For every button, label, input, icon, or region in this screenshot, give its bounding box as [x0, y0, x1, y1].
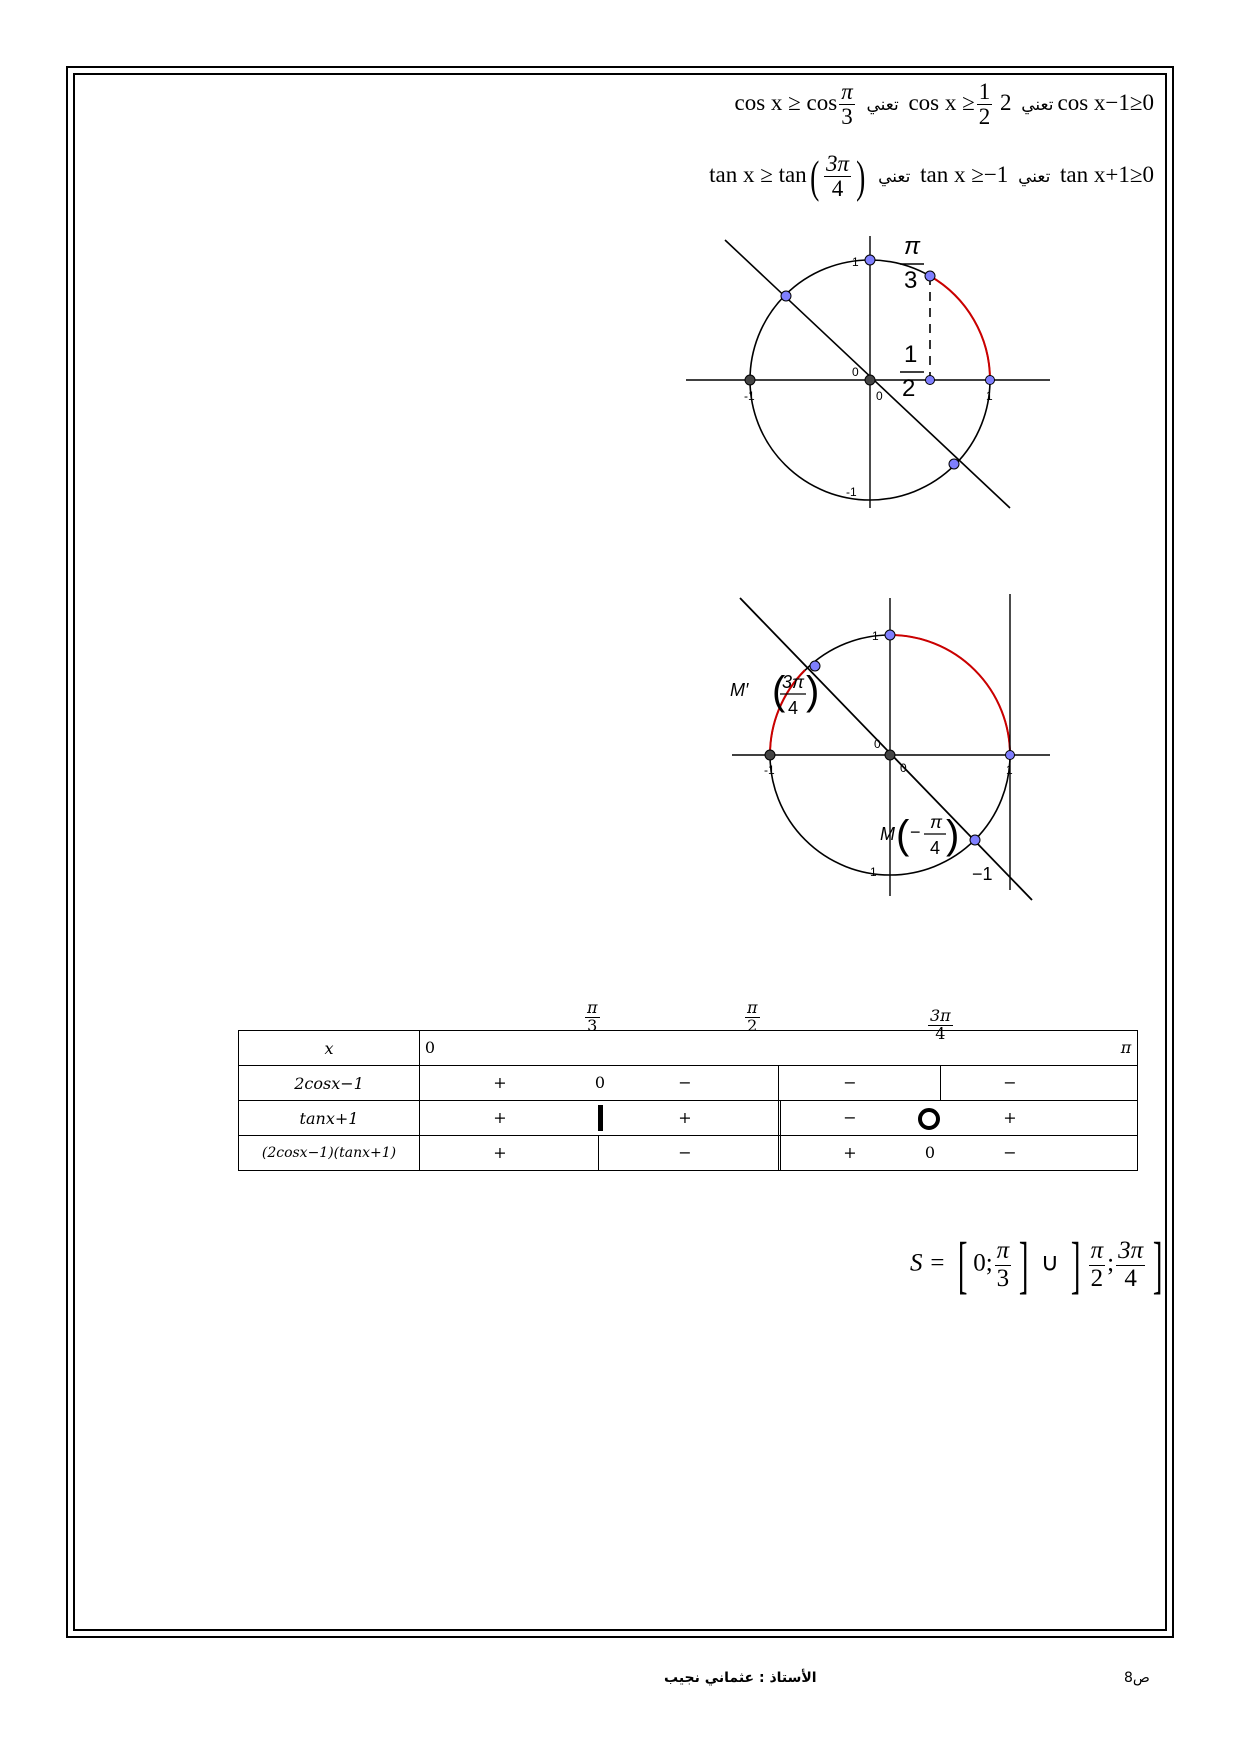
sign-cell: −: [843, 1073, 857, 1092]
header-x-cell: [239, 1031, 420, 1066]
circle1-point-top: [865, 255, 875, 265]
row-label-cos: 2cosx−1: [239, 1066, 420, 1101]
header-pi-over-2: $\frac{\pi}{2}$: [747, 998, 758, 1035]
header-pi-over-3: $\frac{\pi}{3}$: [587, 998, 598, 1035]
circle2-label-minus1: −1: [972, 864, 993, 884]
svg-text:): ): [806, 669, 820, 713]
circle1-point-half: [926, 376, 935, 385]
circle2-point-minus-one: [765, 750, 775, 760]
header-values-cell: [420, 1031, 1138, 1066]
header-pi-end: π: [1120, 1038, 1132, 1057]
sign-cell: −: [678, 1143, 692, 1162]
svg-text:): ): [946, 813, 960, 857]
circle1-point-minus-one: [745, 375, 755, 385]
svg-text:(: (: [896, 813, 910, 857]
eq1-inequality: 2cos x−1≥0: [1000, 89, 1154, 115]
equation-line-2: tan x ≥ tan( $\frac{3\pi}{4}$ ) تعني tan x ≥−1 تعني tan x+1≥0: [709, 150, 1154, 202]
row-cells-cos: [420, 1066, 1138, 1101]
eq2-word-1: تعني: [1018, 166, 1051, 187]
eq1-cos-pre: cos x ≥ cos: [734, 89, 838, 115]
sign-cell: +: [493, 1073, 507, 1092]
circle2-label-m-prime: M′: [730, 680, 749, 700]
eq1-cos-ge: cos x ≥: [908, 89, 975, 115]
zero-cell: 0: [594, 1073, 606, 1092]
circle2-label-m: M: [880, 824, 895, 844]
eq2-inequality: tan x+1≥0: [1060, 161, 1154, 187]
sign-table-header-row: [239, 1031, 1138, 1066]
table-row: [239, 1136, 1138, 1171]
sign-cell: +: [1003, 1108, 1017, 1127]
circle2-point-one: [1006, 751, 1015, 760]
circle1-origin-a: 0: [852, 365, 859, 379]
row-cells-product: [420, 1136, 1138, 1171]
header-zero: 0: [424, 1038, 436, 1057]
circle1-point-pi3: [925, 271, 935, 281]
svg-text:(: (: [772, 669, 786, 713]
zero-cell: 0: [924, 1143, 936, 1162]
circle1-tan-line: [725, 240, 1010, 508]
circle2-point-minus-pi4: [970, 835, 980, 845]
circle2-label-m-den: 4: [930, 838, 941, 858]
circle1-tick-bottom: -1: [846, 485, 857, 499]
circle2-tick-bottom: -1: [866, 865, 877, 879]
circle2-point-origin: [885, 750, 895, 760]
page-number: ص8: [1124, 1670, 1150, 1686]
eq1-frac-half: $\frac{1}{2}$: [978, 79, 991, 130]
circle2-origin-a: 0: [874, 737, 881, 751]
sign-cell: +: [843, 1143, 857, 1162]
header-3pi-over-4: $\frac{3\pi}{4}$: [930, 1006, 951, 1043]
sign-cell: +: [493, 1143, 507, 1162]
circle2-tick-left: -1: [764, 763, 775, 777]
circle2-tick-top: 1: [872, 629, 879, 643]
header-x: x: [324, 1038, 334, 1058]
row-label-tan: tanx+1: [239, 1101, 420, 1136]
circle1-point-origin: [865, 375, 875, 385]
eq2-frac-3pi4: $\frac{3\pi}{4}$: [826, 150, 850, 201]
sign-cell: +: [678, 1108, 692, 1127]
circle2-point-top: [885, 630, 895, 640]
circle1-tick-top: 1: [852, 255, 859, 269]
circle1-arc-solution: [930, 276, 990, 380]
circle1-label-2: 2: [902, 375, 916, 402]
equation-line-1: [734, 80, 1154, 129]
row-cells-tan: [420, 1101, 1138, 1136]
circle1-tick-right: 1: [986, 389, 993, 403]
solution-union: ∪: [1040, 1249, 1060, 1277]
circle1-label-3: 3: [904, 267, 918, 294]
circle2-label-m-num: π: [930, 812, 943, 832]
circle1-tick-left: -1: [744, 389, 755, 403]
circle1-label-1: 1: [904, 341, 918, 368]
circle2-origin-b: 0: [900, 761, 907, 775]
unit-circle-tan: [720, 590, 1060, 910]
solution-s: S =: [910, 1249, 946, 1277]
circle2-label-m-prime-den: 4: [788, 698, 799, 718]
sign-cell: −: [678, 1073, 692, 1092]
sign-cell: −: [1003, 1143, 1017, 1162]
circle1-point-3pi4: [781, 291, 791, 301]
solution-set: S = [ 0; $\frac{\pi}{3}$ ] ∪ ] $\frac{\pi}{2}$ ; $\frac{3\pi}{4}$ ]: [910, 1229, 1163, 1300]
circle2-tick-right: 1: [1006, 763, 1013, 777]
circle1-origin-b: 0: [876, 389, 883, 403]
sign-cell: −: [1003, 1073, 1017, 1092]
solution-zero: 0;: [973, 1249, 993, 1277]
circle1-label-pi: π: [904, 233, 921, 260]
circle2-label-m-minus: −: [910, 822, 921, 842]
sign-cell: +: [493, 1108, 507, 1127]
circle2-label-m-prime-num: 3π: [782, 672, 805, 692]
circle2-diagonal-line: [740, 598, 1032, 900]
row-label-product: (2cosx−1)(tanx+1): [239, 1136, 420, 1171]
author-name: الأستاذ : عثماني نجيب: [664, 1670, 817, 1686]
table-row: [239, 1066, 1138, 1101]
eq2-word-2: تعني: [878, 166, 911, 187]
unit-circle-cos: [680, 230, 1060, 520]
circle2-arc-right: [890, 635, 1010, 755]
eq1-frac-pi3: $\frac{\pi}{3}$: [841, 79, 853, 130]
circle1-point-minus-pi4: [949, 459, 959, 469]
eq1-word-2: تعني: [866, 94, 899, 115]
sign-cell: −: [843, 1108, 857, 1127]
table-row: [239, 1101, 1138, 1136]
eq2-tan-pre: tan x ≥ tan: [709, 161, 807, 187]
sign-table: [238, 1030, 1138, 1171]
circle1-point-one: [986, 376, 995, 385]
eq1-word-1: تعني: [1021, 94, 1054, 115]
eq2-tan-ge: tan x ≥−1: [920, 161, 1009, 187]
